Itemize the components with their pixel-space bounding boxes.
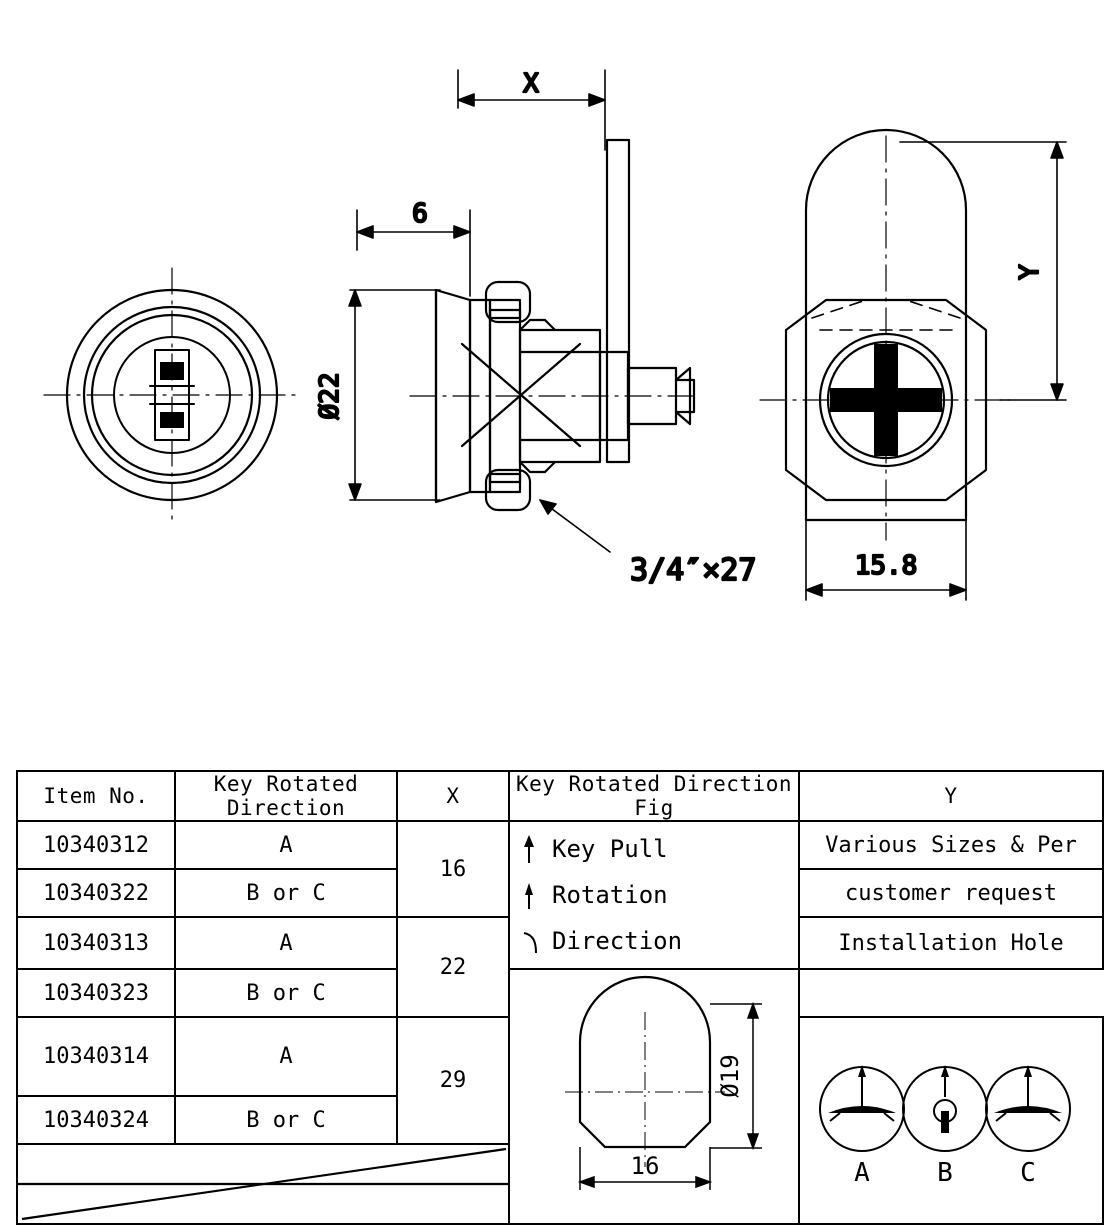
key-direction-icons	[800, 1051, 1090, 1191]
cell-y-line-1: Various Sizes & Per	[799, 821, 1103, 869]
rotation-arrow-icon	[516, 875, 542, 915]
key-direction-icons-cell	[799, 1017, 1103, 1224]
header-key-rotated-direction-fig: Key Rotated Direction Fig	[509, 771, 799, 821]
side-section-view	[410, 140, 700, 510]
specification-table	[16, 770, 1102, 1225]
thread-leader	[540, 500, 610, 552]
installation-hole-figure	[510, 972, 810, 1222]
dimension-dia22	[349, 290, 440, 500]
cell-item-no: 10340324	[17, 1096, 175, 1144]
header-key-rotated-direction: Key Rotated Direction	[175, 771, 397, 821]
cell-direction: B or C	[175, 1096, 397, 1144]
cell-x: 16	[397, 821, 509, 917]
fig-line-2: Rotation	[552, 881, 668, 909]
cell-direction: A	[175, 1017, 397, 1096]
key-rotated-direction-fig-cell	[509, 821, 799, 969]
cell-direction: A	[175, 917, 397, 969]
fig-label-b: B	[937, 1157, 953, 1188]
fig-line-1: Key Pull	[552, 835, 668, 863]
cell-x: 22	[397, 917, 509, 1017]
front-face-view	[44, 268, 300, 522]
cell-item-no: 10340313	[17, 917, 175, 969]
hole-dia-label: Ø19	[716, 1053, 744, 1098]
cell-item-no: 10340323	[17, 969, 175, 1017]
header-x: X	[397, 771, 509, 821]
empty-rows-strikethrough	[17, 1144, 509, 1224]
key-pull-arrow-icon	[516, 829, 542, 869]
thread-label: 3/4″×27	[630, 553, 757, 588]
dimension-6-label: 6	[412, 199, 428, 229]
diagonal-strike	[18, 1145, 510, 1223]
dimension-dia22-label: Ø22	[315, 372, 345, 420]
installation-hole-cell	[509, 969, 799, 1224]
cell-direction: A	[175, 821, 397, 869]
cell-direction: B or C	[175, 969, 397, 1017]
fig-line-3: Direction	[552, 927, 683, 955]
dimension-158-label: 15.8	[854, 551, 918, 581]
header-item-no: Item No.	[17, 771, 175, 821]
dimension-x-label: X	[523, 69, 539, 99]
cell-item-no: 10340322	[17, 869, 175, 917]
table-header-row	[17, 771, 1103, 821]
cell-y-line-2: customer request	[799, 869, 1103, 917]
rear-hex-view	[760, 130, 1010, 540]
table-row	[17, 969, 1103, 1017]
cell-item-no: 10340312	[17, 821, 175, 869]
table-row	[17, 821, 1103, 869]
fig-label-c: C	[1020, 1157, 1036, 1188]
fig-label-a: A	[854, 1157, 870, 1188]
cell-direction: B or C	[175, 869, 397, 917]
cell-y-line-3: Installation Hole	[799, 917, 1103, 969]
header-y: Y	[799, 771, 1103, 821]
cell-x: 29	[397, 1017, 509, 1144]
cell-item-no: 10340314	[17, 1017, 175, 1096]
direction-curve-icon	[516, 921, 542, 961]
dimension-y-label: Y	[1015, 264, 1045, 280]
hole-width-label: 16	[630, 1151, 660, 1180]
